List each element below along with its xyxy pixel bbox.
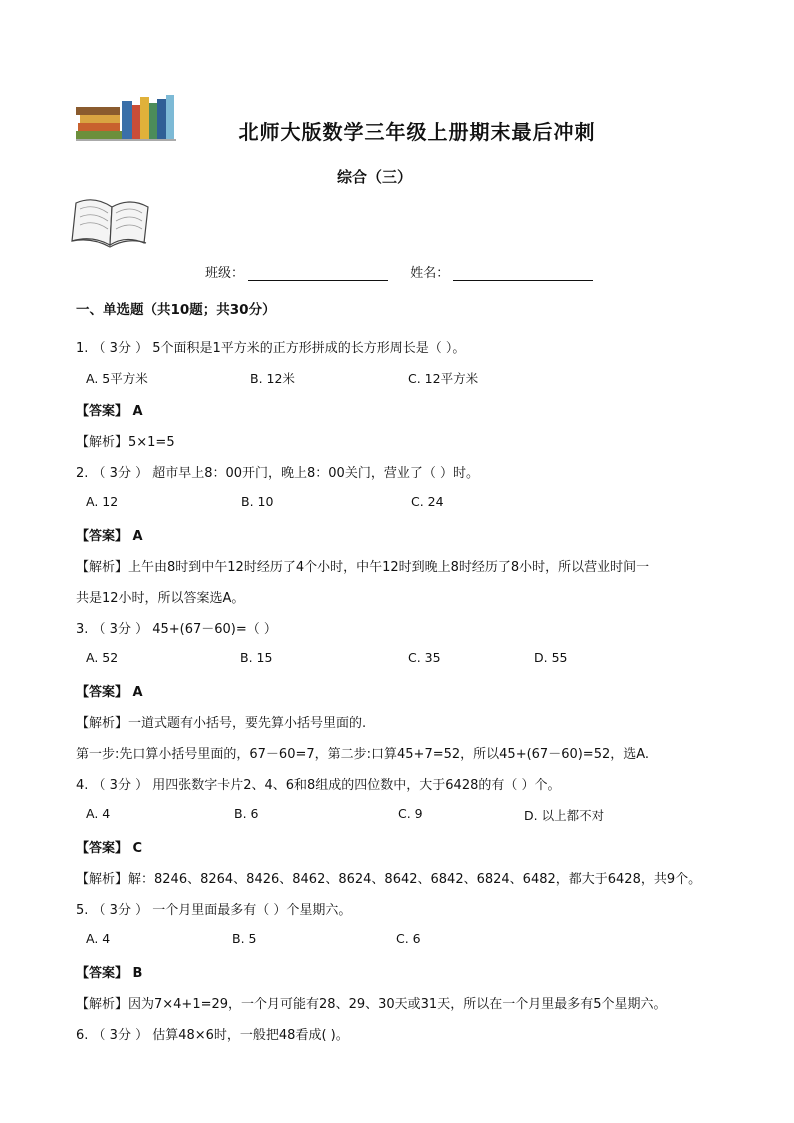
question-stem: 5. （ 3分 ） 一个月里面最多有（ ）个星期六。 xyxy=(76,903,352,918)
name-blank xyxy=(453,266,593,281)
question-stem: 6. （ 3分 ） 估算48×6时，一般把48看成( )。 xyxy=(76,1028,349,1043)
option-c: C. 6 xyxy=(396,931,421,946)
open-book-illustration xyxy=(70,193,152,249)
class-label: 班级： xyxy=(205,266,245,281)
option-c: C. 24 xyxy=(411,494,444,509)
student-info-fields xyxy=(205,262,611,281)
option-a: A. 5平方米 xyxy=(86,371,148,386)
option-b: B. 15 xyxy=(240,650,273,665)
page-subtitle: 综合（三） xyxy=(337,168,413,186)
answer-label: 【答案】 A xyxy=(76,529,143,544)
option-a: A. 12 xyxy=(86,494,119,509)
option-a: A. 4 xyxy=(86,931,111,946)
analysis-text: 【解析】解：8246、8264、8426、8462、8624、8642、6842、6824、6482，都大于6428，共9个。 xyxy=(76,872,702,887)
analysis-text: 【解析】上午由8时到中午12时经历了4个小时，中午12时到晚上8时经历了8小时，所以营业时间一 xyxy=(76,560,650,575)
option-d: D. 55 xyxy=(534,650,568,665)
answer-label: 【答案】 B xyxy=(76,966,143,981)
analysis-text: 【解析】5×1=5 xyxy=(76,435,175,450)
page-title: 北师大版数学三年级上册期末最后冲刺 xyxy=(238,120,596,144)
option-d: D. 以上都不对 xyxy=(524,808,605,823)
name-label: 姓名： xyxy=(410,266,450,281)
option-c: C. 35 xyxy=(408,650,441,665)
analysis-text: 【解析】一道式题有小括号，要先算小括号里面的. xyxy=(76,716,367,731)
question-stem: 1. （ 3分 ） 5个面积是1平方米的正方形拼成的长方形周长是（ ）。 xyxy=(76,341,466,356)
option-c: C. 12平方米 xyxy=(408,371,479,386)
question-stem: 4. （ 3分 ） 用四张数字卡片2、4、6和8组成的四位数中，大于6428的有（ ）个。 xyxy=(76,778,561,793)
analysis-text: 【解析】因为7×4+1=29，一个月可能有28、29、30天或31天，所以在一个月里最多有5个星期六。 xyxy=(76,997,667,1012)
analysis-text: 第一步:先口算小括号里面的，67－60=7，第二步:口算45+7=52，所以45+(67－60)=52，选A. xyxy=(76,747,650,762)
option-a: A. 4 xyxy=(86,806,111,821)
option-c: C. 9 xyxy=(398,806,423,821)
section-heading: 一、单选题（共10题；共30分） xyxy=(76,302,276,318)
analysis-text: 共是12小时，所以答案选A。 xyxy=(76,591,245,606)
option-a: A. 52 xyxy=(86,650,119,665)
question-stem: 3. （ 3分 ） 45+(67－60)=（ ） xyxy=(76,622,277,637)
class-blank xyxy=(248,266,388,281)
option-b: B. 6 xyxy=(234,806,259,821)
option-b: B. 12米 xyxy=(250,371,295,386)
answer-label: 【答案】 C xyxy=(76,841,143,856)
answer-label: 【答案】 A xyxy=(76,685,143,700)
option-b: B. 10 xyxy=(241,494,274,509)
option-b: B. 5 xyxy=(232,931,257,946)
answer-label: 【答案】 A xyxy=(76,404,143,419)
question-stem: 2. （ 3分 ） 超市早上8：00开门，晚上8：00关门，营业了（ ）时。 xyxy=(76,466,479,481)
